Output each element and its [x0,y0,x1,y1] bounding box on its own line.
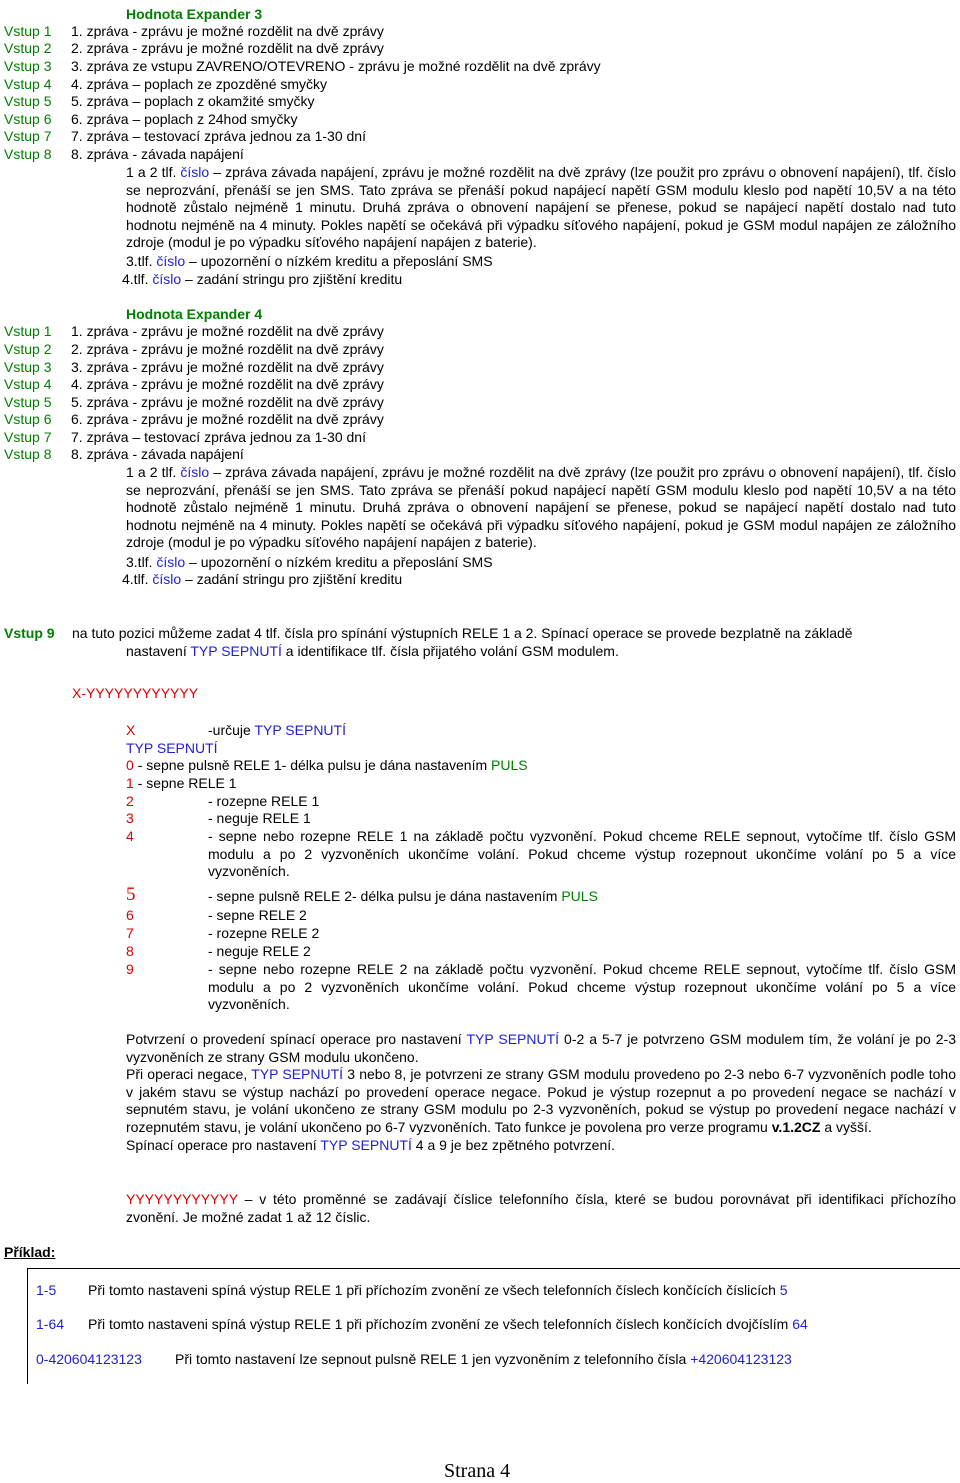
example-code: 1-5 [36,1282,57,1298]
vstup-label: Vstup 7 [4,429,52,445]
legend-item-5-text [208,888,598,905]
example-text [88,1316,808,1333]
paragraph-text: 4 a 9 je bez zpětného potvrzení. [415,1136,616,1153]
legend-text: - neguje RELE 1 [208,810,311,826]
vstup-label: Vstup 8 [4,446,52,462]
legend-text: - sepne RELE 2 [208,907,307,923]
vstup-label: Vstup 4 [4,76,52,92]
line-text: Při tomto nastavení lze sepnout pulsně RELE 1 jen vyzvoněním z telefonního čísla [175,1351,687,1367]
vstup-label: Vstup 8 [4,146,52,162]
legend-text: - sepne pulsně RELE 2- délka pulsu je dána nastavením [208,888,558,904]
line-text: – zadání stringu pro zjištění kreditu [185,271,403,287]
vstup-text: 2. zpráva - zprávu je možné rozdělit na dvě zprávy [71,341,384,357]
legend-key: 2 [126,793,134,809]
vstup-text: 7. zpráva – testovací zpráva jednou za 1-30 dní [71,429,366,445]
vstup-text: 3. zpráva ze vstupu ZAVRENO/OTEVRENO - zprávu je možné rozdělit na dvě zprávy [71,58,601,74]
typ-sepnuti-term: TYP SEPNUTÍ [254,722,346,738]
paragraph-text: a vyšší. [824,1118,872,1135]
line-text: – upozornění o nízkém kreditu a přeposlání SMS [189,253,493,269]
typ-sepnuti-term: TYP SEPNUTÍ [190,643,282,659]
vstup9-label: Vstup 9 [4,625,55,641]
legend-key: 3 [126,810,134,826]
vstup-label: Vstup 2 [4,341,52,357]
example-code: 0-420604123123 [36,1351,142,1367]
legend-x-desc [208,722,346,739]
phone-ref: 1 a 2 tlf. [126,464,177,480]
paragraph-text: Potvrzení o provedení spínací operace pro nastavení [126,1031,462,1047]
line-text: Při tomto nastaveni spíná výstup RELE 1 při příchozím zvonění ze všech telefonních číslech končících dvojčíslím [88,1316,789,1332]
legend-typ-heading: TYP SEPNUTÍ [126,740,218,756]
section3-power-paragraph [126,164,956,252]
vstup-label: Vstup 3 [4,58,52,74]
legend-item-1 [126,775,237,792]
legend-text: - rozepne RELE 1 [208,793,320,809]
legend-text: - sepne nebo rozepne RELE 2 na základě počtu vyzvonění. Pokud chceme RELE sepnout, vytočíme tlf. číslo GSM modulu a po 2 vyzvoněních ukončíme volání. Pokud chceme výstup rozepnout ukončíme volání po 5 a více vyzvoněních. [208,961,956,1013]
typ-sepnuti-term: TYP SEPNUTÍ [320,1136,412,1153]
example-text [175,1351,792,1368]
legend-key: 6 [126,907,134,923]
vstup-text: 6. zpráva - zprávu je možné rozdělit na dvě zprávy [71,411,384,427]
section3-heading: Hodnota Expander 3 [126,6,263,22]
line-text: a identifikace tlf. čísla přijatého volání GSM modulem. [285,643,619,659]
paragraph-text: 0-2 a 5-7 je potvrzeno GSM modulem tím, že volání je po 2-3 vyzvoněních ze strany GSM modulu ukončeno. [126,1031,956,1065]
phone-number-word: číslo [152,571,182,587]
typ-sepnuti-term: TYP SEPNUTÍ [251,1066,344,1083]
yyy-paragraph [126,1191,956,1226]
vstup-label: Vstup 3 [4,359,52,375]
legend-text: - rozepne RELE 2 [208,925,320,941]
legend-key: 0 [126,757,134,773]
paragraph-text: 3 nebo 8, je potvrzeni ze strany GSM modulu provedeno po 2-3 nebo 6-7 vyzvoněních podle toho v jakém stavu se výstup nachází po provedení operace negace. Pokud je výstup rozepnut a po provedení negace se nachází v sepnutém stavu, je volání ukončeno ze strany GSM modulu po 2-3 vyzvoněních, pokud se výstup po provedení negace nachází v rozepnutém stavu, je volání ukončeno po 6-7 vyzvoněních. Tato funkce je povolena pro verze programu [126,1066,957,1135]
phone-number-word: číslo [152,271,182,287]
vstup-text: 6. zpráva – poplach z 24hod smyčky [71,111,298,127]
line-text: nastavení [126,643,187,659]
example-tail: 64 [792,1316,808,1332]
vstup-text: 3. zpráva - zprávu je možné rozdělit na dvě zprávy [71,359,384,375]
section4-power-paragraph [126,464,956,552]
typ-sepnuti-term: TYP SEPNUTÍ [466,1031,560,1047]
legend-key: 4 [126,828,134,844]
phone-ref: 1 a 2 tlf. [126,164,177,180]
section4-string-line [122,571,402,588]
legend-text: - sepne pulsně RELE 1- délka pulsu je dána nastavením [137,757,488,773]
legend-item-5 [126,884,136,906]
line-text: Při tomto nastaveni spíná výstup RELE 1 při příchozím zvonění ze všech telefonních číslech končících číslicích [88,1282,776,1298]
vstup-label: Vstup 1 [4,23,52,39]
vstup-text: 5. zpráva – poplach z okamžité smyčky [71,93,315,109]
legend-x-key: X [126,722,136,738]
example-tail: +420604123123 [690,1351,792,1367]
vstup-label: Vstup 5 [4,93,52,109]
vstup-label: Vstup 1 [4,323,52,339]
vstup-text: 8. zpráva - závada napájení [71,446,244,462]
paragraph-text: – v této proměnné se zadávají číslice telefonního čísla, které se budou porovnávat při identifikaci příchozího zvonění. Je možné zadat 1 až 12 číslic. [126,1191,957,1225]
section4-credit-line [126,554,493,571]
puls-term: PULS [491,757,528,773]
vstup-text: 7. zpráva – testovací zpráva jednou za 1-30 dní [71,128,366,144]
section3-credit-line [126,253,493,270]
phone-number-word: číslo [180,164,210,180]
vstup-label: Vstup 5 [4,394,52,410]
example-text [88,1282,788,1299]
yyy-term: YYYYYYYYYYYY [126,1191,238,1207]
vstup-label: Vstup 6 [4,111,52,127]
phone-ref: 4.tlf. [122,571,149,587]
line-text: – zadání stringu pro zjištění kreditu [185,571,403,587]
format-string: X-YYYYYYYYYYYY [72,685,199,701]
vstup-label: Vstup 6 [4,411,52,427]
line-text: – upozornění o nízkém kreditu a přeposlání SMS [189,554,493,570]
vstup-text: 1. zpráva - zprávu je možné rozdělit na dvě zprávy [71,323,384,339]
vstup-label: Vstup 7 [4,128,52,144]
phone-ref: 4.tlf. [122,271,149,287]
legend-key: 9 [126,961,134,977]
line-text: -určuje [208,722,251,738]
phone-number-word: číslo [156,253,186,269]
vstup-text: 1. zpráva - zprávu je možné rozdělit na dvě zprávy [71,23,384,39]
legend-key: 8 [126,943,134,959]
vstup-text: 4. zpráva - zprávu je možné rozdělit na dvě zprávy [71,376,384,392]
phone-ref: 3.tlf. [126,253,153,269]
page-number: Strana 4 [444,1460,511,1482]
vstup-text: 4. zpráva – poplach ze zpozděné smyčky [71,76,328,92]
example-label: Příklad: [4,1244,56,1260]
paragraph-text: Při operaci negace, [126,1066,248,1083]
section3-string-line [122,271,402,288]
legend-key: 1 [126,775,134,791]
legend-text: - neguje RELE 2 [208,943,311,959]
legend-text: - sepne RELE 1 [133,775,237,791]
phone-number-word: číslo [156,554,186,570]
legend-key: 5 [126,884,136,905]
legend-text: - sepne nebo rozepne RELE 1 na základě počtu vyzvonění. Pokud chceme RELE sepnout, vytočíme tlf. číslo GSM modulu a po 2 vyzvoněních ukončíme volání. Pokud chceme výstup rozepnout ukončíme volání po 5 a více vyzvoněních. [208,828,956,880]
vstup-text: 8. zpráva - závada napájení [71,146,244,162]
confirmation-paragraph [126,1031,956,1154]
vstup9-line1: na tuto pozici můžeme zadat 4 tlf. čísla pro spínání výstupních RELE 1 a 2. Spínací operace se provede bezplatně na základě [72,625,853,641]
vstup-text: 2. zpráva - zprávu je možné rozdělit na dvě zprávy [71,40,384,56]
paragraph-text: – zpráva závada napájení, zprávu je možné rozdělit na dvě zprávy (lze použit pro zprávu o obnovení napájení), tlf. číslo se neprozvání, přenáší se jen SMS. Tato zpráva se přenáší pokud napájecí napětí GSM modulu kleslo pod napětí 10,5V a na této hodnotě zůstalo nejméně 1 minutu. Druhá zpráva o obnovení napájení se přenese, pokud se napájecí napětí dostalo nad tuto hodnotu nejméně na 4 minuty. Pokles napětí se očekává při výpadku síťového napájení, pokud je GSM modul napájen ze záložního zdroje (modul je po výpadku síťového napájení napájen z baterie). [126,464,957,551]
vstup9-line2 [126,643,619,660]
legend-item-0 [126,757,528,774]
vstup-label: Vstup 2 [4,40,52,56]
vstup-label: Vstup 4 [4,376,52,392]
paragraph-text: Spínací operace pro nastavení [126,1136,317,1153]
puls-term: PULS [561,888,598,904]
phone-ref: 3.tlf. [126,554,153,570]
vstup-text: 5. zpráva - zprávu je možné rozdělit na dvě zprávy [71,394,384,410]
phone-number-word: číslo [180,464,210,480]
paragraph-text: – zpráva závada napájení, zprávu je možné rozdělit na dvě zprávy (lze použit pro zprávu o obnovení napájení), tlf. číslo se neprozvání, přenáší se jen SMS. Tato zpráva se přenáší pokud napájecí napětí GSM modulu kleslo pod napětí 10,5V a na této hodnotě zůstalo nejméně 1 minutu. Druhá zpráva o obnovení napájení se přenese, pokud se napájecí napětí dostalo nad tuto hodnotu nejméně na 4 minuty. Pokles napětí se očekává při výpadku síťového napájení, pokud je GSM modul napájen ze záložního zdroje (modul je po výpadku síťového napájení napájen z baterie). [126,164,957,251]
example-tail: 5 [779,1282,788,1298]
legend-key: 7 [126,925,134,941]
version-label: v.1.2CZ [771,1118,821,1135]
example-code: 1-64 [36,1316,65,1332]
section4-heading: Hodnota Expander 4 [126,306,263,322]
